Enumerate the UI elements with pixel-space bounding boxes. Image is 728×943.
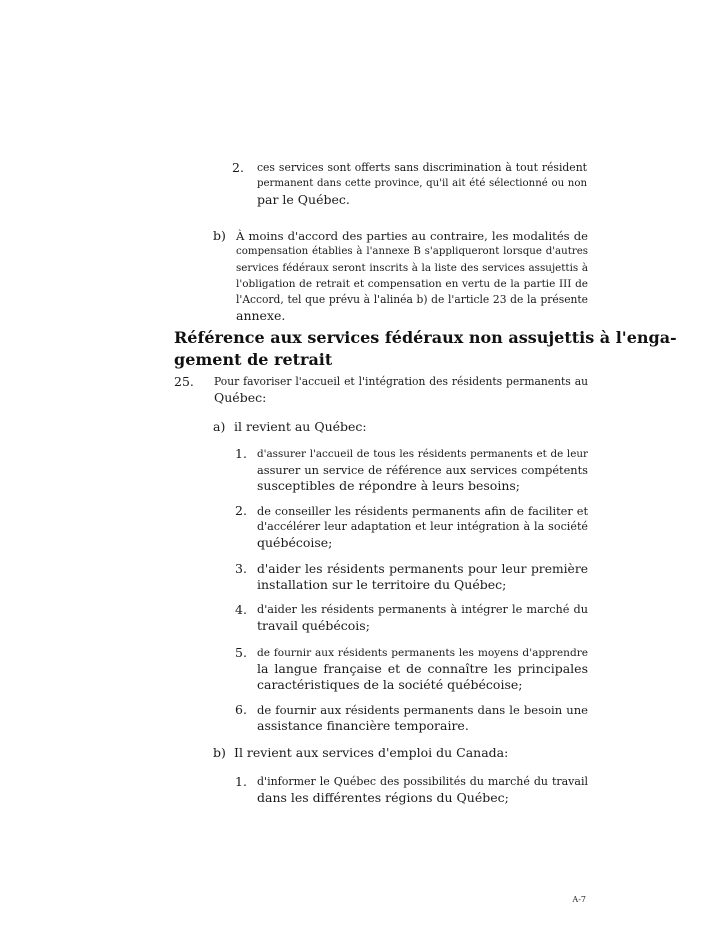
item-letter: a) — [213, 419, 226, 434]
item-text — [236, 228, 588, 324]
text-line: d'aider les résidents permanents pour leur première — [257, 562, 588, 576]
text-line: services fédéraux seront inscrits à la liste des services assujettis à — [236, 262, 588, 274]
text-line: de fournir aux résidents permanents les moyens d'apprendre — [257, 647, 588, 659]
text-line: de fournir aux résidents permanents dans le besoin une — [257, 703, 588, 717]
text-line: Pour favoriser l'accueil et l'intégration des résidents permanents au — [214, 375, 588, 388]
heading-line: gement de retrait — [174, 350, 333, 369]
item-text — [257, 774, 588, 806]
heading-line: Référence aux services fédéraux non assujettis à l'enga- — [174, 328, 677, 347]
article-number: 25. — [174, 374, 194, 389]
item-text — [234, 745, 588, 761]
text-line: québécoise; — [257, 535, 333, 550]
text-line: l'Accord, tel que prévu à l'alinéa b) de l'article 23 de la présente — [236, 293, 588, 306]
item-text — [257, 561, 588, 593]
text-line: dans les différentes régions du Québec; — [257, 790, 509, 805]
article-text — [214, 374, 588, 406]
item-number: 3. — [235, 561, 247, 576]
text-line: il revient au Québec: — [234, 419, 367, 434]
item-number: 1. — [235, 774, 247, 789]
item-number: 6. — [235, 702, 247, 717]
item-text — [257, 602, 588, 634]
text-line: caractéristiques de la société québécoise; — [257, 677, 523, 692]
text-line: par le Québec. — [257, 192, 350, 207]
text-line: ces services sont offerts sans discrimination à tout résident — [257, 161, 587, 174]
text-line: installation sur le territoire du Québec; — [257, 577, 507, 592]
text-line: susceptibles de répondre à leurs besoins; — [257, 478, 521, 493]
text-line: assistance financière temporaire. — [257, 718, 469, 733]
text-line: d'aider les résidents permanents à intégrer le marché du — [257, 603, 588, 616]
text-line: travail québécois; — [257, 618, 370, 633]
item-number: 2. — [232, 160, 244, 175]
item-letter: b) — [213, 228, 226, 243]
text-line: assurer un service de référence aux services compétents — [257, 463, 588, 477]
item-text — [257, 702, 588, 734]
text-line: Québec: — [214, 390, 267, 405]
text-line: compensation établies à l'annexe B s'appliqueront lorsque d'autres — [236, 246, 588, 257]
section-heading — [174, 327, 677, 371]
text-line: la langue française et de connaître les principales — [257, 661, 588, 676]
item-text — [257, 446, 588, 494]
item-number: 1. — [235, 446, 247, 461]
text-line: Il revient aux services d'emploi du Canada: — [234, 745, 509, 760]
item-number: 5. — [235, 645, 247, 660]
text-line: l'obligation de retrait et compensation en vertu de la partie III de — [236, 278, 588, 290]
text-line: À moins d'accord des parties au contraire, les modalités de — [236, 229, 588, 243]
text-line: annexe. — [236, 308, 286, 323]
text-line: d'assurer l'accueil de tous les résidents permanents et de leur — [257, 448, 588, 460]
text-line: d'accélérer leur adaptation et leur intégration à la société — [257, 520, 588, 533]
item-number: 4. — [235, 602, 247, 617]
item-text — [257, 160, 587, 208]
item-text — [234, 419, 588, 435]
text-line: d'informer le Québec des possibilités du marché du travail — [257, 775, 588, 788]
text-line: permanent dans cette province, qu'il ait été sélectionné ou non — [257, 178, 587, 189]
item-text — [257, 645, 588, 693]
item-letter: b) — [213, 745, 226, 760]
item-text — [257, 503, 588, 551]
text-line: de conseiller les résidents permanents afin de faciliter et — [257, 504, 588, 518]
page-number: A-7 — [572, 895, 586, 904]
item-number: 2. — [235, 503, 247, 518]
